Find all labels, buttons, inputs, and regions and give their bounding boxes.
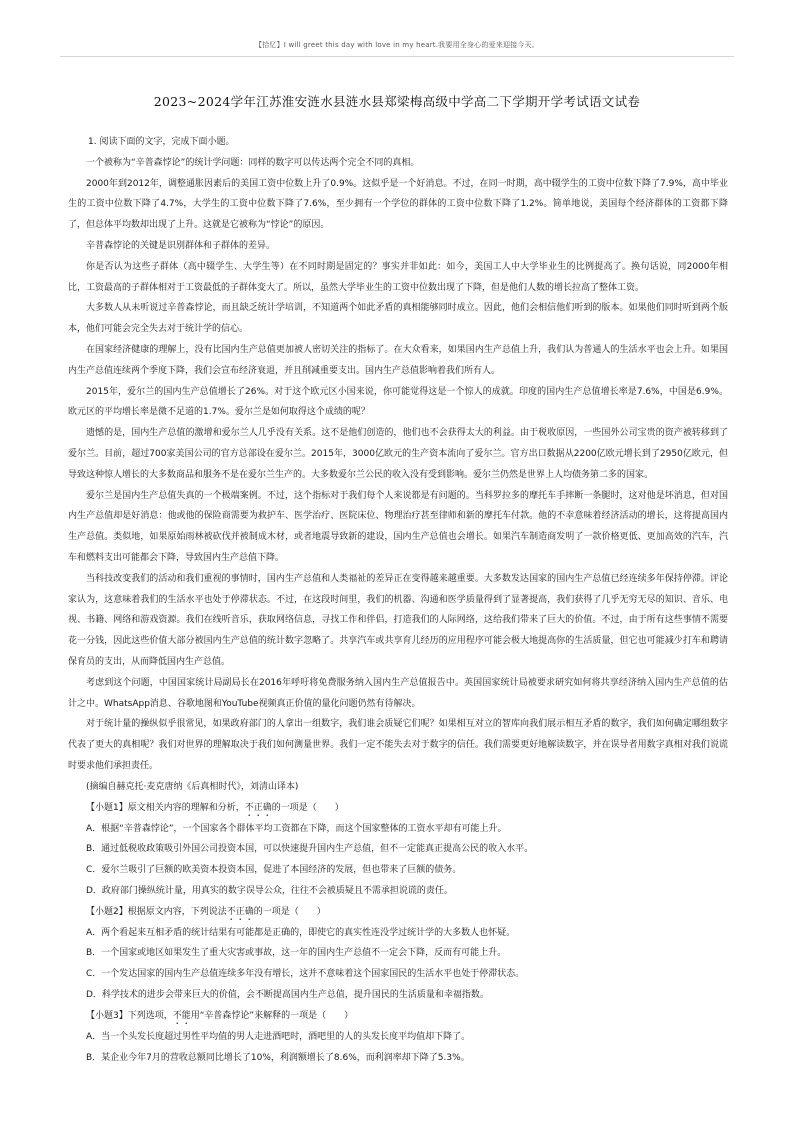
paragraph: 考虑到这个问题，中国国家统计局副局长在2016年呼吁将免费服务纳入国内生产总值报告中。英国国家统计局被要求研究如何将共享经济纳入国内生产总值的估计之中。WhatsApp消息、谷歌地图和YouTube视频真正价值的量化问题仍然有待解决。 — [68, 677, 728, 709]
option-a: A．当一个头发长度超过男性平均值的男人走进酒吧时，酒吧里的人的头发长度平均值却下降了。 — [86, 1031, 471, 1042]
header-note: 【拾忆】I will greet this day with love in my heart.我要用全身心的爱来迎接今天。 — [255, 41, 539, 49]
stem-text: 【小题3】下列选项， — [86, 1010, 173, 1021]
option-d: D．政府部门操纵统计量，用真实的数字误导公众，往往不会被质疑且不需承担说谎的责任。 — [86, 885, 453, 896]
paragraph: 遗憾的是，国内生产总值的激增和爱尔兰人几乎没有关系。这不是他们创造的，他们也不会获得太大的利益。由于税收原因，一些国外公司宝贵的资产被转移到了爱尔兰。目前，超过700家美国公司的官方总部设在爱尔兰。2015年，3000亿欧元的生产资本流向了爱尔兰。官方出口数据从2200亿欧元增长到了2950亿欧元，但导致这种惊人增长的大多数商品和服务不是在爱尔兰生产的。大多数爱尔兰公民的收入没有受到影响。爱尔兰仍然是世界上人均债务第二多的国家。 — [68, 428, 728, 480]
stem-emphasis: 不正确 — [226, 906, 254, 917]
option-b: B．某企业今年7月的营收总额同比增长了10%，利润额增长了8.6%，而利润率却下降了5.3%。 — [86, 1052, 470, 1063]
option-c: C．爱尔兰吸引了巨额的欧美资本投资本国，促进了本国经济的发展，但也带来了巨额的债务。 — [86, 865, 462, 876]
stem-emphasis: 不正确 — [244, 802, 272, 813]
paragraph: 2000年到2012年，调整通胀因素后的美国工资中位数上升了0.9%。这似乎是一个好消息。不过，在同一时期，高中辍学生的工资中位数下降了7.9%，高中毕业生的工资中位数下降了4.7%，大学生的工资中位数下降了7.6%，至少拥有一个学位的群体的工资中位数下降了1.2%。简单地说，美国每个经济群体的工资都下降了，但总体平均数却出现了上升。这就是它被称为“悖论”的原因。 — [68, 178, 728, 231]
document-body — [68, 132, 728, 1068]
paragraph: 一个被称为“辛普森悖论”的统计学问题：同样的数字可以传达两个完全不同的真相。 — [86, 157, 420, 168]
question-1 — [68, 798, 728, 902]
paragraph: 2015年，爱尔兰的国内生产总值增长了26%。对于这个欧元区小国来说，你可能觉得这是一个惊人的成就。印度的国内生产总值增长率是7.6%，中国是6.9%。欧元区的平均增长率是微不足道的1.7%。爱尔兰是如何取得这个成绩的呢？ — [68, 386, 728, 418]
stem-emphasis: 不能 — [172, 1010, 191, 1021]
paragraph: 大多数人从未听说过辛普森悖论，而且缺乏统计学培训，不知道两个如此矛盾的真相能够同时成立。因此，他们会相信他们听到的版本。如果他们同时听到两个版本，他们可能会完全失去对于统计学的信心。 — [68, 303, 728, 335]
option-a: A．两个看起来互相矛盾的统计结果有可能都是正确的，即使它的真实性连没学过统计学的大多数人也怀疑。 — [86, 927, 516, 938]
header-divider — [60, 56, 734, 57]
paragraph: 你是否认为这些子群体（高中辍学生、大学生等）在不同时期是固定的？事实并非如此：如今，美国工人中大学毕业生的比例提高了。换句话说，同2000年相比，工资最高的子群体相对于工资最低的子群体变大了。所以，虽然大学毕业生的工资中位数出现了下降，但是他们人数的增长拉高了整体工资。 — [68, 261, 728, 293]
paragraph: 辛普森悖论的关键是识别群体和子群体的差异。 — [86, 240, 276, 251]
paragraph: 当科技改变我们的活动和我们重视的事情时，国内生产总值和人类福祉的差异正在变得越来越重要。大多数发达国家的国内生产总值已经连续多年保持停滞。评论家认为，这意味着我们的生活水平也处于停滞状态。不过，在这段时间里，我们的机器、沟通和医学质量得到了显著提高，我们获得了几乎无穷无尽的知识、音乐、电视、书籍、网络和游戏资源。我们在线听音乐，获取网络信息，寻找工作和伴侣，打造我们的人际网络，这给我们带来了巨大的价值。不过，由于所有这些事情不需要花一分钱，因此这些价值大部分被国内生产总值的统计数字忽略了。共享汽车或共享育儿经历的应用程序可能会极大地提高你的生活质量，但它也可能减少打车和聘请保育员的支出，从而降低国内生产总值。 — [68, 573, 728, 667]
stem-text: 【小题2】根据原文内容，下列说法 — [86, 906, 227, 917]
stem-text: 的一项是（ ） — [271, 802, 344, 813]
question-3 — [68, 1006, 728, 1069]
stem-text: 用“辛普森悖论”来解释的一项是（ ） — [190, 1010, 354, 1021]
option-b: B．一个国家或地区如果发生了重大灾害或事故，这一年的国内生产总值不一定会下降，反而有可能上升。 — [86, 948, 507, 959]
option-d: D．科学技术的进步会带来巨大的价值，会不断提高国内生产总值，提升国民的生活质量和幸福指数。 — [86, 990, 489, 1001]
option-b: B．通过低税收政策吸引外国公司投资本国，可以快速提升国内生产总值，但不一定能真正提高公民的收入水平。 — [86, 844, 534, 855]
question-stem — [68, 1006, 728, 1027]
source-citation: (摘编自赫克托·麦克唐纳《后真相时代》，刘清山译本) — [86, 781, 299, 792]
question-2 — [68, 902, 728, 1006]
option-a: A．根据“辛普森悖论”，一个国家各个群体平均工资都在下降，而这个国家整体的工资水平却有可能上升。 — [86, 823, 507, 834]
paragraph: 对于统计量的操纵似乎很常见，如果政府部门的人拿出一组数字，我们谁会质疑它们呢？如果相互对立的智库向我们展示相互矛盾的数字，我们如何确定哪组数字代表了更大的真相呢？我们对世界的理解取决于我们如何测量世界。我们一定不能失去对于数字的信任。我们需要更好地解读数字，并在误导者用数字真相对我们说谎时要求他们承担责任。 — [68, 719, 728, 771]
option-c: C．一个发达国家的国内生产总值连续多年没有增长，这并不意味着这个国家国民的生活水平也处于停滞状态。 — [86, 969, 525, 980]
question-stem — [68, 798, 728, 819]
question-intro: 1. 阅读下面的文字，完成下面小题。 — [88, 137, 235, 147]
question-stem — [68, 902, 728, 923]
paragraph: 爱尔兰是国内生产总值失真的一个极端案例。不过，这个指标对于我们每个人来说都是有问题的。当科罗拉多的摩托车手摔断一条腿时，这对他是坏消息，但对国内生产总值却是好消息：他或他的保险商需要为救护车、医学治疗、医院床位、物理治疗甚至律师和新的摩托车付款。他的不幸意味着经济活动的增长，这将提高国内生产总值。类似地，如果原始雨林被砍伐并被制成木材，或者地震导致新的建设，国内生产总值也会增长。如果汽车制造商发明了一款价格更低、更加高效的汽车，汽车和燃料支出可能都会下降，导致国内生产总值下降。 — [68, 490, 728, 563]
stem-text: 的一项是（ ） — [253, 906, 326, 917]
document-title: 2023~2024学年江苏淮安涟水县涟水县郑梁梅高级中学高二下学期开学考试语文试卷 — [153, 94, 641, 109]
paragraph: 在国家经济健康的理解上，没有比国内生产总值更加被人密切关注的指标了。在大众看来，如果国内生产总值上升，我们认为普通人的生活水平也会上升。如果国内生产总值连续两个季度下降，我们会宣布经济衰退，并且削减重要支出。国内生产总值影响着我们所有人。 — [68, 344, 728, 376]
stem-text: 【小题1】原文相关内容的理解和分析， — [86, 802, 245, 813]
